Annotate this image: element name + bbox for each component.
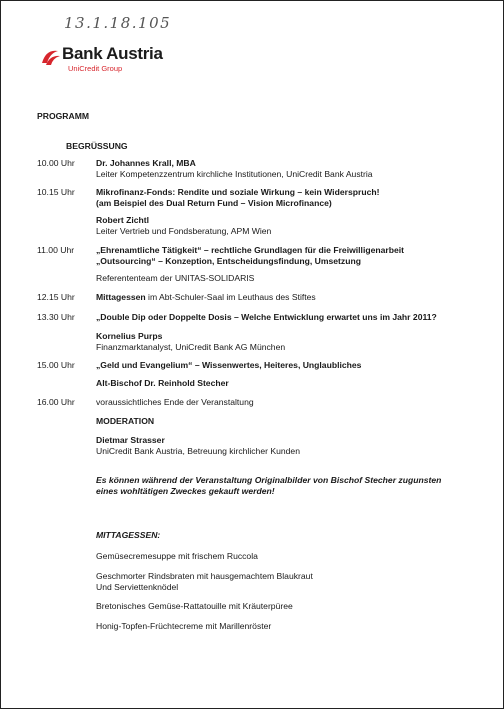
menu-item: Honig-Topfen-Früchtecreme mit Marillenröster (96, 621, 272, 631)
lunch-label: Mittagessen (96, 292, 146, 302)
page-heading: PROGRAMM (37, 111, 90, 121)
moderation-heading: MODERATION (96, 416, 155, 426)
agenda-time: 11.00 Uhr (37, 245, 75, 255)
agenda-topic: „Ehrenamtliche Tätigkeit“ – rechtliche Grundlagen für die Freiwilligenarbeit (96, 245, 405, 255)
menu-item: Geschmorter Rindsbraten mit hausgemachtem Blaukraut (96, 571, 313, 581)
logo-mark-icon (40, 47, 62, 67)
agenda-speaker: Dr. Johannes Krall, MBA (96, 158, 196, 168)
agenda-speaker-role: Finanzmarktanalyst, UniCredit Bank AG München (96, 342, 286, 352)
handwritten-note: 13.1.18.105 (64, 14, 172, 32)
agenda-time: 15.00 Uhr (37, 360, 75, 370)
agenda-speaker: Robert Zichtl (96, 215, 149, 225)
moderator-role: UniCredit Bank Austria, Betreuung kirchlicher Kunden (96, 446, 300, 456)
agenda-time: 10.00 Uhr (37, 158, 75, 168)
agenda-topic: (am Beispiel des Dual Return Fund – Vision Microfinance) (96, 198, 332, 208)
lunch-location: im Abt-Schuler-Saal im Leuthaus des Stiftes (145, 292, 316, 302)
agenda-speaker-role: Leiter Vertrieb und Fondsberatung, APM Wien (96, 226, 272, 236)
menu-item: Und Serviettenknödel (96, 582, 179, 592)
menu-item: Bretonisches Gemüse-Rattatouille mit Kräuterpüree (96, 601, 293, 611)
agenda-speaker: Kornelius Purps (96, 331, 163, 341)
agenda-time: 16.00 Uhr (37, 397, 75, 407)
logo-subtitle: UniCredit Group (68, 64, 123, 73)
agenda-topic: Mikrofinanz-Fonds: Rendite und soziale Wirkung – kein Widerspruch! (96, 187, 380, 197)
logo-name: Bank Austria (62, 44, 163, 63)
agenda-speaker: Referententeam der UNITAS-SOLIDARIS (96, 273, 255, 283)
menu-item: Gemüsecremesuppe mit frischem Ruccola (96, 551, 258, 561)
agenda-speaker: Alt-Bischof Dr. Reinhold Stecher (96, 378, 229, 388)
agenda-speaker-role: Leiter Kompetenzzentrum kirchliche Institutionen, UniCredit Bank Austria (96, 169, 373, 179)
agenda-time: 10.15 Uhr (37, 187, 75, 197)
menu-heading: MITTAGESSEN: (96, 530, 161, 540)
sale-note: eines wohltätigen Zweckes gekauft werden! (96, 486, 275, 496)
agenda-closing: voraussichtliches Ende der Veranstaltung (96, 397, 254, 407)
agenda-time: 13.30 Uhr (37, 312, 75, 322)
welcome-heading: BEGRÜSSUNG (66, 141, 128, 151)
moderator-name: Dietmar Strasser (96, 435, 165, 445)
agenda-topic: „Double Dip oder Doppelte Dosis – Welche Entwicklung erwartet uns im Jahr 2011? (96, 312, 437, 322)
agenda-topic: „Outsourcing“ – Konzeption, Entscheidungsfindung, Umsetzung (96, 256, 361, 266)
agenda-time: 12.15 Uhr (37, 292, 75, 302)
sale-note: Es können während der Veranstaltung Originalbilder von Bischof Stecher zugunsten (96, 475, 442, 485)
agenda-lunch (96, 292, 316, 303)
agenda-topic: „Geld und Evangelium“ – Wissenwertes, Heiteres, Unglaubliches (96, 360, 362, 370)
